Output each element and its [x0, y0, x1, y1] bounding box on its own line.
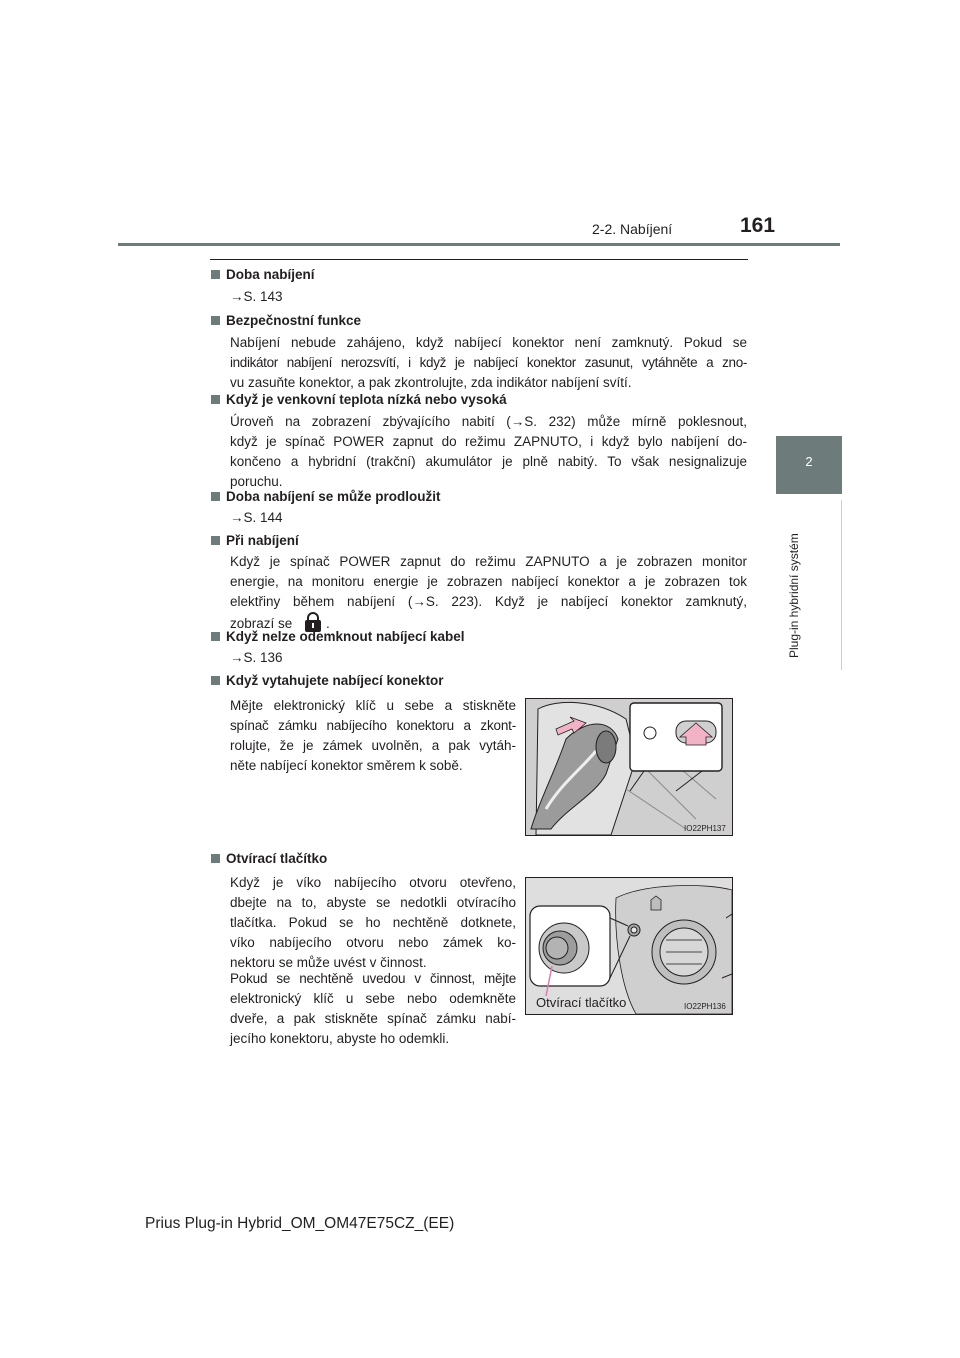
paragraph: Když je víko nabíjecího otvoru otevřeno, dbejte na to, abyste se nedotkli otvíracího tlačítka. Pokud se ho nechtěně dotknete, víko nabíjecího otvoru nebo zámek ko- nektoru se může uvést v činnost. [230, 875, 516, 970]
content-top-rule [210, 259, 748, 260]
paragraph: Nabíjení nebude zahájeno, když nabíjecí konektor není zamknutý. Pokud se indikátor nabíjení nerozsvítí, i když je nabíjecí konektor zasunut, vytáhněte a zno- vu zasuňte konektor, a pak zkontrolujte, zda indikátor nabíjení svítí. [230, 335, 747, 390]
figure-callout-label: Otvírací tlačítko [536, 995, 627, 1010]
figure-code: IO22PH137 [684, 824, 726, 833]
paragraph: Mějte elektronický klíč u sebe a stiskněte spínač zámku nabíjecího konektoru a zkont- rolujte, že je zámek uvolněn, a pak vytáh- něte nabíjecí konektor směrem k sobě. [230, 698, 516, 773]
figure-charging-connector [525, 698, 733, 836]
bullet-square-icon [211, 632, 220, 641]
bullet-square-icon [211, 270, 220, 279]
bullet-square-icon [211, 395, 220, 404]
heading-pri-nabijeni: Při nabíjení [211, 533, 299, 548]
heading-prodlouzit: Doba nabíjení se může prodloužit [211, 489, 441, 504]
heading-doba-nabijeni: Doba nabíjení [211, 267, 315, 282]
footer-manual-id: Prius Plug-in Hybrid_OM_OM47E75CZ_(EE) [145, 1215, 455, 1232]
ref-link[interactable]: →S. 144 [230, 510, 283, 525]
header-rule [118, 243, 840, 246]
page-number: 161 [740, 214, 776, 237]
paragraph: Úroveň na zobrazení zbývajícího nabití (→S. 232) může mírně poklesnout, když je spínač POWER zapnut do režimu ZAPNUTO, i když bylo nabíjení do- končeno a hybridní (trakční) akumulátor je plně nabitý. To však nesignalizuje poruchu. [230, 414, 747, 489]
paragraph: Když je spínač POWER zapnut do režimu ZAPNUTO a je zobrazen monitor energie, na monitoru energie je zobrazen nabíjecí konektor a je zobrazen tok elektřiny během nabíjení (→S. 223). Když je nabíjecí konektor zamknutý, zobrazí se . [230, 554, 747, 631]
section-title: 2-2. Nabíjení [592, 221, 673, 237]
paragraph: Pokud se nechtěně uvedou v činnost, mějte elektronický klíč u sebe nebo odemkněte dveře, a pak stiskněte spínač zámku nabí- jecího konektoru, abyste ho odemkli. [230, 971, 516, 1046]
ref-link[interactable]: →S. 143 [230, 289, 283, 304]
chapter-tab-rule [841, 500, 842, 670]
figure-code: IO22PH136 [684, 1002, 726, 1011]
ref-link[interactable]: →S. 136 [230, 650, 283, 665]
heading-vytahujete: Když vytahujete nabíjecí konektor [211, 673, 444, 688]
bullet-square-icon [211, 316, 220, 325]
heading-otviraci-tlacitko: Otvírací tlačítko [211, 851, 327, 866]
chapter-title: Plug-in hybridní systém [787, 533, 801, 658]
chapter-number: 2 [805, 454, 813, 469]
bullet-square-icon [211, 854, 220, 863]
heading-bezpecnostni-funkce: Bezpečnostní funkce [211, 313, 361, 328]
figure-opening-button [525, 877, 733, 1015]
bullet-square-icon [211, 536, 220, 545]
heading-teplota: Když je venkovní teplota nízká nebo vysoká [211, 392, 507, 407]
heading-odemknout: Když nelze odemknout nabíjecí kabel [211, 629, 465, 644]
bullet-square-icon [211, 676, 220, 685]
chapter-title-vertical [787, 500, 801, 660]
bullet-square-icon [211, 492, 220, 501]
opening-button-illustration [526, 878, 732, 1014]
charging-connector-illustration [526, 699, 732, 835]
